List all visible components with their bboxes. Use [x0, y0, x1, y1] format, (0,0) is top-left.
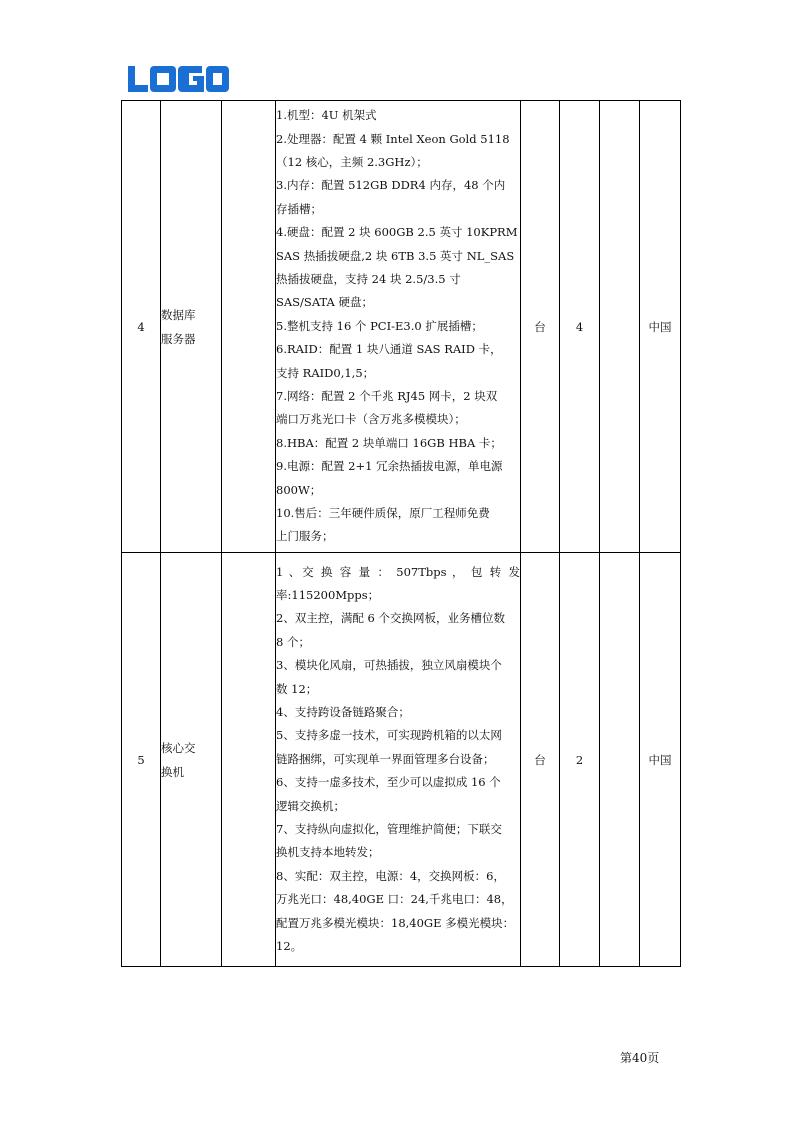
- spec-line: 换机支持本地转发；: [276, 845, 380, 860]
- item-name-line: 服务器: [161, 331, 196, 346]
- logo: [126, 62, 230, 96]
- empty-cell: [222, 553, 276, 967]
- item-name-line: 换机: [161, 764, 184, 779]
- spec-line: SAS 热插拔硬盘,2 块 6TB 3.5 英寸 NL_SAS: [276, 248, 515, 263]
- spec-line: 6、支持一虚多技术，至少可以虚拟成 16 个: [276, 775, 501, 790]
- spec-line: （12 核心，主频 2.3GHz）；: [276, 154, 428, 169]
- item-name-line: 核心交: [161, 740, 196, 755]
- unit-cell: 台: [521, 553, 560, 967]
- spec-line: SAS/SATA 硬盘；: [276, 295, 373, 310]
- quantity-cell: 4: [560, 101, 600, 553]
- spec-line: 7.网络：配置 2 个千兆 RJ45 网卡，2 块双: [276, 389, 498, 404]
- spec-line: 逻辑交换机；: [276, 798, 345, 813]
- spec-line: 5、支持多虚一技术，可实现跨机箱的以太网: [276, 728, 502, 743]
- spec-line: 热插拔硬盘，支持 24 块 2.5/3.5 寸: [276, 271, 461, 286]
- spec-line: 存插槽；: [276, 201, 322, 216]
- spec-line: 端口万兆光口卡（含万兆多模模块）；: [276, 412, 466, 427]
- row-index: 4: [122, 101, 161, 553]
- spec-line: 率:115200Mpps；: [276, 587, 380, 602]
- item-specs: [276, 553, 521, 967]
- spec-line: 链路捆绑，可实现单一界面管理多台设备；: [276, 751, 495, 766]
- spec-line: 9.电源：配置 2+1 冗余热插拔电源，单电源: [276, 459, 503, 474]
- spec-line: 3.内存：配置 512GB DDR4 内存，48 个内: [276, 178, 506, 193]
- table-row: [122, 553, 681, 967]
- spec-table: [121, 100, 681, 967]
- empty-cell: [600, 101, 640, 553]
- spec-line: 7、支持纵向虚拟化，管理维护简便；下联交: [276, 822, 502, 837]
- spec-line: 8.HBA：配置 2 块单端口 16GB HBA 卡；: [276, 435, 502, 450]
- spec-line: 数 12；: [276, 681, 318, 696]
- spec-line: 4.硬盘：配置 2 块 600GB 2.5 英寸 10KPRM: [276, 225, 518, 240]
- spec-line: 1.机型：4U 机架式: [276, 108, 377, 123]
- quantity-cell: 2: [560, 553, 600, 967]
- empty-cell: [222, 101, 276, 553]
- spec-line: 10.售后：三年硬件质保，原厂工程师免费: [276, 506, 490, 521]
- origin-cell: 中国: [640, 553, 681, 967]
- spec-line: 配置万兆多模光模块：18,40GE 多模光模块：: [276, 915, 515, 930]
- spec-line: 5.整机支持 16 个 PCI-E3.0 扩展插槽；: [276, 318, 483, 333]
- spec-line: 万兆光口：48,40GE 口：24,千兆电口：48，: [276, 892, 513, 907]
- spec-line: 3、模块化风扇，可热插拔，独立风扇模块个: [276, 658, 502, 673]
- spec-line: 2.处理器：配置 4 颗 Intel Xeon Gold 5118: [276, 131, 510, 146]
- item-name: [161, 101, 222, 553]
- spec-line: 1 、交 换 容 量 ： 507Tbps ， 包 转 发: [276, 564, 520, 579]
- empty-cell: [600, 553, 640, 967]
- spec-line: 800W；: [276, 482, 322, 497]
- origin-cell: 中国: [640, 101, 681, 553]
- row-index: 5: [122, 553, 161, 967]
- spec-line: 8、实配：双主控，电源：4，交换网板：6，: [276, 868, 505, 883]
- page-number: 第40页: [620, 1051, 660, 1065]
- spec-line: 上门服务；: [276, 529, 334, 544]
- spec-line: 6.RAID：配置 1 块八通道 SAS RAID 卡，: [276, 342, 502, 357]
- item-name: [161, 553, 222, 967]
- spec-line: 支持 RAID0,1,5；: [276, 365, 375, 380]
- spec-line: 4、支持跨设备链路聚合；: [276, 704, 410, 719]
- table-row: [122, 101, 681, 553]
- spec-line: 2、双主控，满配 6 个交换网板，业务槽位数: [276, 611, 505, 626]
- item-specs: [276, 101, 521, 553]
- item-name-line: 数据库: [161, 307, 196, 322]
- spec-line: 12。: [276, 939, 303, 954]
- unit-cell: 台: [521, 101, 560, 553]
- spec-line: 8 个；: [276, 634, 310, 649]
